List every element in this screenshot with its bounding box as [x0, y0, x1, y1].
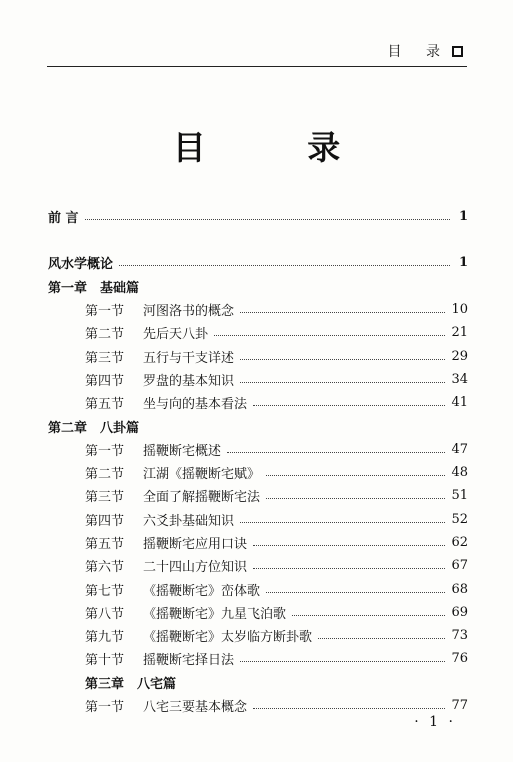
section-page: 29 — [451, 348, 468, 364]
section-page: 21 — [451, 325, 468, 341]
toc-entry[interactable] — [48, 601, 468, 624]
toc-spacer — [48, 228, 468, 251]
leader-dots — [214, 335, 445, 336]
section-title: 摇鞭断宅应用口诀 — [143, 537, 248, 552]
toc-chapter-1[interactable] — [48, 275, 468, 298]
section-page: 47 — [451, 441, 468, 457]
toc-entry[interactable] — [48, 694, 468, 717]
leader-dots — [240, 661, 445, 662]
section-title: 六爻卦基础知识 — [143, 513, 235, 529]
section-number: 第四节 — [85, 373, 125, 389]
section-number: 第四节 — [85, 513, 125, 529]
section-page: 67 — [451, 558, 468, 574]
section-number: 第七节 — [85, 583, 125, 599]
leader-dots — [253, 568, 445, 569]
section-title: 二十四山方位知识 — [143, 560, 248, 576]
section-number: 第九节 — [85, 630, 125, 646]
section-page: 10 — [451, 302, 468, 318]
square-bracket-icon — [452, 46, 463, 57]
toc-entry[interactable] — [48, 368, 468, 391]
leader-dots — [253, 708, 445, 709]
section-number: 第二节 — [85, 467, 125, 483]
leader-dots — [240, 359, 445, 360]
toc-entry[interactable] — [48, 298, 468, 321]
section-page: 34 — [451, 371, 468, 387]
running-header-text: 目 录 — [387, 44, 450, 60]
section-number: 第五节 — [85, 397, 125, 413]
section-title: 五行与干支详述 — [143, 350, 235, 366]
section-number: 第一节 — [85, 700, 125, 716]
toc-entry[interactable] — [48, 531, 468, 554]
section-page: 68 — [451, 581, 468, 597]
section-number: 第八节 — [85, 606, 125, 622]
leader-dots — [240, 312, 445, 313]
leader-dots — [253, 545, 445, 546]
section-number: 第一节 — [85, 443, 125, 459]
toc-entry[interactable] — [48, 647, 468, 670]
section-title: 江湖《摇鞭断宅赋》 — [143, 467, 261, 483]
header-divider — [47, 66, 467, 67]
toc-preface-label: 前 言 — [48, 211, 79, 227]
toc-preface-page: 1 — [458, 209, 468, 225]
section-title: 罗盘的基本知识 — [143, 373, 235, 389]
toc-entry[interactable] — [48, 577, 468, 600]
section-number: 第五节 — [85, 537, 125, 552]
toc-entry[interactable] — [48, 321, 468, 344]
toc-entry[interactable] — [48, 344, 468, 367]
section-page: 52 — [451, 511, 468, 527]
section-title: 摇鞭断宅概述 — [143, 443, 222, 459]
section-page: 76 — [451, 651, 468, 667]
toc-entry[interactable] — [48, 554, 468, 577]
section-title: 八宅三要基本概念 — [143, 700, 248, 716]
chapter-title: 第一章 基础篇 — [48, 280, 140, 296]
section-number: 第三节 — [85, 350, 125, 366]
toc-preface[interactable] — [48, 205, 468, 228]
leader-dots — [227, 452, 445, 453]
section-number: 第一节 — [85, 304, 125, 320]
toc-entry[interactable] — [48, 461, 468, 484]
section-number: 第六节 — [85, 560, 125, 576]
section-page: 41 — [451, 395, 468, 411]
section-title: 摇鞭断宅择日法 — [143, 653, 235, 669]
section-page: 69 — [451, 604, 468, 620]
toc-overview-label: 风水学概论 — [48, 257, 114, 273]
section-page: 48 — [451, 465, 468, 481]
running-header — [388, 41, 463, 61]
section-number: 第三节 — [85, 490, 125, 506]
toc-overview-page: 1 — [458, 255, 468, 271]
section-title: 坐与向的基本看法 — [143, 397, 248, 413]
section-page: 51 — [451, 488, 468, 504]
section-title: 《摇鞭断宅》九星飞泊歌 — [143, 606, 287, 622]
leader-dots — [318, 638, 445, 639]
leader-dots — [292, 615, 445, 616]
leader-dots — [240, 382, 445, 383]
section-title: 《摇鞭断宅》峦体歌 — [143, 583, 261, 599]
section-title: 河图洛书的概念 — [143, 304, 235, 320]
section-title: 全面了解摇鞭断宅法 — [143, 490, 261, 506]
section-page: 73 — [451, 628, 468, 644]
leader-dots — [119, 265, 450, 266]
section-number: 第十节 — [85, 653, 125, 669]
toc-chapter-3[interactable] — [48, 671, 468, 694]
section-page: 62 — [451, 535, 468, 550]
toc-entry[interactable] — [48, 438, 468, 461]
section-page: 77 — [451, 698, 468, 714]
leader-dots — [266, 592, 445, 593]
toc-overview[interactable] — [48, 251, 468, 274]
page-title: 目 录 — [172, 128, 386, 167]
leader-dots — [266, 475, 445, 476]
section-number: 第二节 — [85, 327, 125, 343]
section-title: 《摇鞭断宅》太岁临方断卦歌 — [143, 630, 313, 646]
page-number: · 1 · — [414, 714, 456, 730]
section-title: 先后天八卦 — [143, 327, 209, 343]
toc-entry[interactable] — [48, 484, 468, 507]
toc-chapter-2[interactable] — [48, 414, 468, 437]
chapter-title: 第二章 八卦篇 — [48, 420, 140, 436]
leader-dots — [85, 219, 450, 220]
toc-entry[interactable] — [48, 391, 468, 414]
toc-entry[interactable] — [48, 508, 468, 531]
leader-dots — [266, 498, 445, 499]
leader-dots — [253, 405, 445, 406]
toc-entry[interactable] — [48, 624, 468, 647]
table-of-contents — [48, 205, 468, 717]
leader-dots — [240, 522, 445, 523]
chapter-title: 第三章 八宅篇 — [85, 676, 177, 692]
